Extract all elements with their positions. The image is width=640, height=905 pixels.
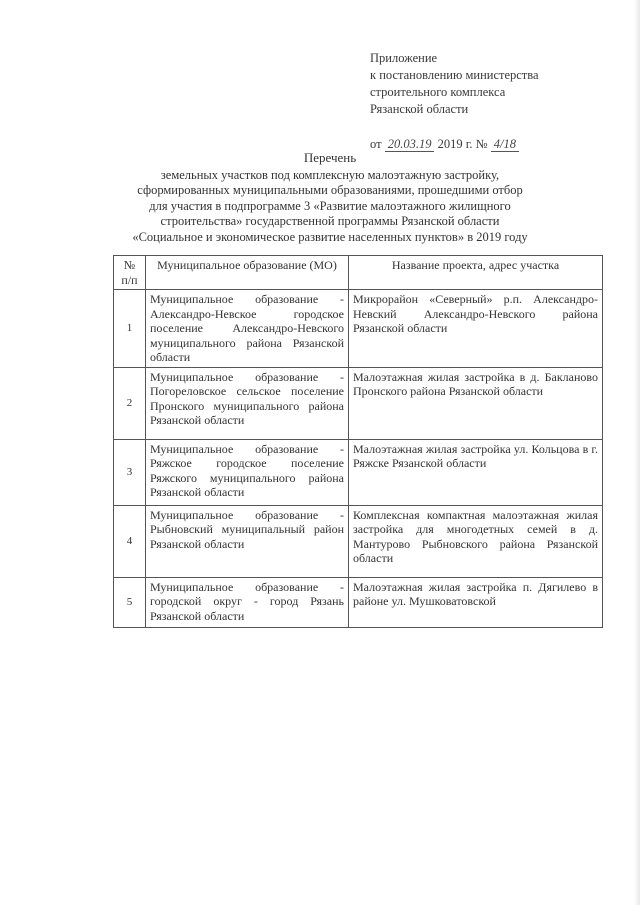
- document-title: [110, 150, 550, 245]
- title-line: «Социальное и экономическое развитие населенных пунктов» в 2019 году: [132, 229, 528, 244]
- title-heading: Перечень: [303, 150, 357, 165]
- row-project: Комплексная компактная малоэтажная жилая застройка для многодетных семей в д. Мантурово Рыбновского района Рязанской области: [349, 505, 603, 577]
- row-project: Микрорайон «Северный» р.п. Александро-Невский Александро-Невского района Рязанской области: [349, 290, 603, 368]
- title-line: для участия в подпрограмме 3 «Развитие малоэтажного жилищного: [149, 198, 511, 213]
- handwritten-number: 4/18: [491, 137, 519, 152]
- row-project: Малоэтажная жилая застройка в д. Бакланово Пронского района Рязанской области: [349, 367, 603, 439]
- appendix-block: [370, 50, 620, 153]
- row-mo: Муниципальное образование - Рыбновский муниципальный район Рязанской области: [146, 505, 349, 577]
- row-mo: Муниципальное образование - Погореловское сельское поселение Пронского муниципального района Рязанской области: [146, 367, 349, 439]
- row-project: Малоэтажная жилая застройка п. Дягилево в районе ул. Мушковатовской: [349, 577, 603, 627]
- appendix-line: Рязанской области: [370, 102, 469, 116]
- table-row: [114, 367, 603, 439]
- row-mo: Муниципальное образование - Александро-Невское городское поселение Александро-Невского муниципального района Рязанской области: [146, 290, 349, 368]
- table-row: [114, 290, 603, 368]
- table-row: [114, 505, 603, 577]
- title-line: строительства» государственной программы Рязанской области: [160, 214, 500, 228]
- title-line: земельных участков под комплексную малоэтажную застройку,: [160, 167, 500, 182]
- appendix-line: к постановлению министерства: [370, 68, 539, 82]
- table-row: [114, 577, 603, 627]
- date-prefix: от: [370, 137, 382, 151]
- row-mo: Муниципальное образование - городской округ - город Рязань Рязанской области: [146, 577, 349, 627]
- row-mo: Муниципальное образование - Ряжское городское поселение Ряжского муниципального района Рязанской области: [146, 439, 349, 505]
- header-mo: Муниципальное образование (МО): [146, 256, 349, 290]
- table-header-row: [114, 256, 603, 290]
- row-project: Малоэтажная жилая застройка ул. Кольцова в г. Ряжске Рязанской области: [349, 439, 603, 505]
- appendix-line: строительного комплекса: [370, 85, 506, 99]
- title-line: сформированных муниципальными образованиями, прошедшими отбор: [137, 183, 523, 197]
- date-year: 2019 г. №: [437, 137, 488, 151]
- handwritten-date: 20.03.19: [385, 137, 435, 152]
- appendix-line: Приложение: [370, 51, 438, 65]
- header-num: № п/п: [114, 256, 146, 290]
- page-edge-shadow: [634, 0, 640, 905]
- header-project: Название проекта, адрес участка: [349, 256, 603, 290]
- table-row: [114, 439, 603, 505]
- row-num: 1: [114, 290, 146, 368]
- row-num: 2: [114, 367, 146, 439]
- row-num: 5: [114, 577, 146, 627]
- row-num: 4: [114, 505, 146, 577]
- row-num: 3: [114, 439, 146, 505]
- land-plots-table: [113, 255, 603, 628]
